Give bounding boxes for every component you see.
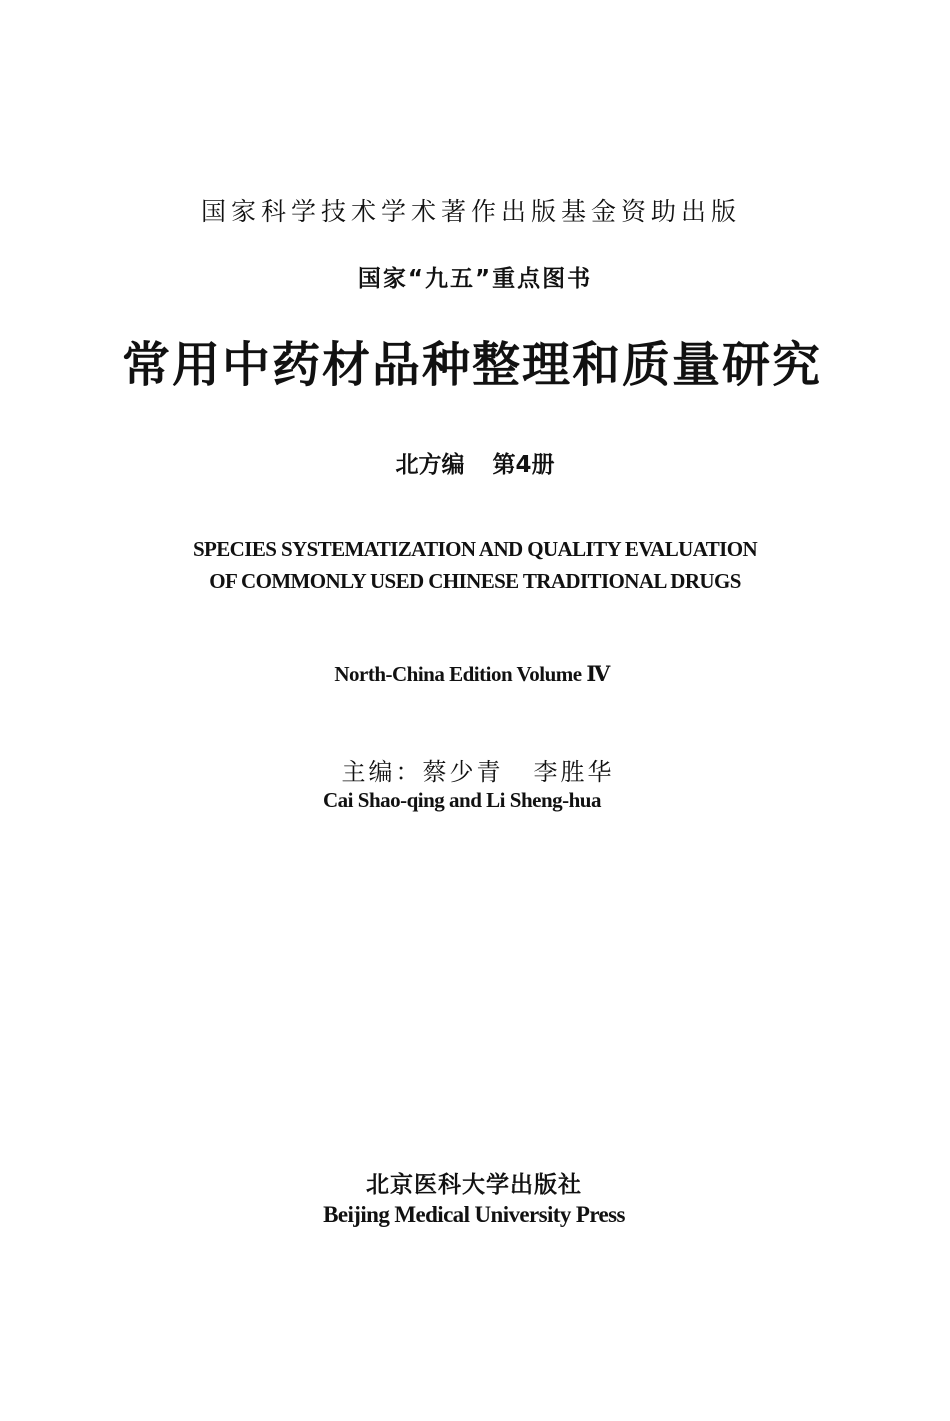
english-title-line-2: OF COMMONLY USED CHINESE TRADITIONAL DRUGS [209, 569, 741, 593]
key-book-designation: 国家“九五”重点图书 [357, 266, 593, 292]
publisher-english: Beijing Medical University Press [323, 1202, 625, 1227]
editors-chinese [3, 752, 950, 787]
editor-1: 蔡少青 [422, 758, 504, 786]
editor-2: 李胜华 [533, 758, 615, 786]
funding-statement: 国家科学技术学术著作出版基金资助出版 [200, 197, 741, 226]
editors-english: Cai Shao-qing and Li Sheng-hua [323, 788, 601, 812]
editors-label: 主编： [341, 758, 423, 786]
edition-volume: 第4册 [492, 452, 555, 478]
edition-chinese [0, 446, 950, 479]
edition-part: 北方编 [395, 452, 465, 478]
main-title: 常用中药材品种整理和质量研究 [121, 337, 822, 393]
edition-english: North-China Edition Volume Ⅳ [334, 662, 610, 686]
english-title-line-1: SPECIES SYSTEMATIZATION AND QUALITY EVALUATION [192, 537, 758, 561]
publisher-chinese: 北京医科大学出版社 [366, 1172, 582, 1198]
